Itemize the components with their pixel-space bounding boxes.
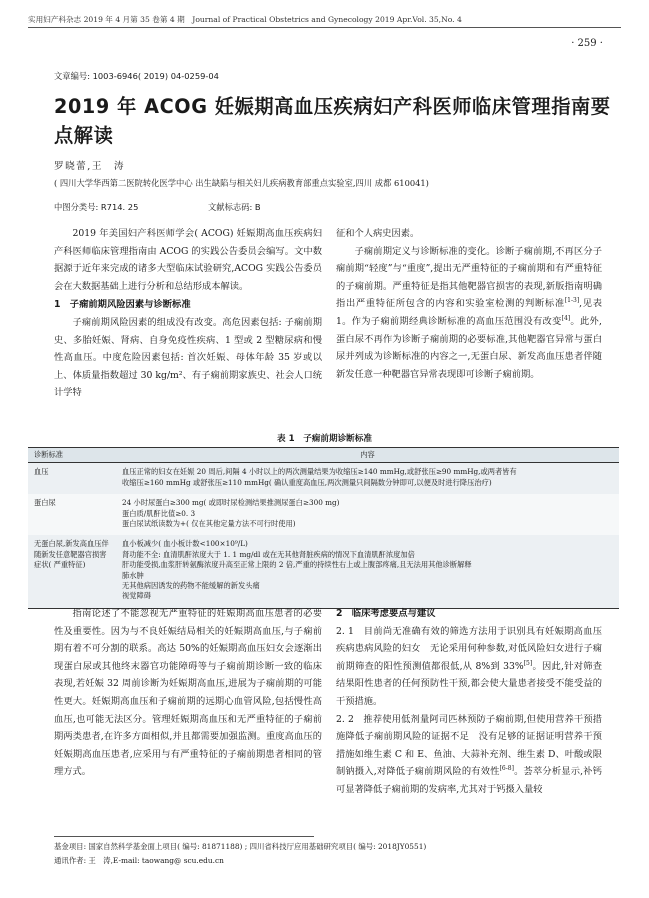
table-header-content: 内容 bbox=[116, 448, 619, 463]
citation: [4] bbox=[561, 314, 571, 322]
footnote-rule bbox=[54, 836, 314, 837]
table-caption: 表 1 子痫前期诊断标准 bbox=[277, 434, 372, 444]
table-line: 收缩压≥160 mmHg 或舒张压≥110 mmHg( 确认重度高血压,两次测量只间隔数分钟即可,以便及时进行降压治疗) bbox=[122, 477, 492, 487]
citation: [1-3] bbox=[564, 297, 580, 305]
table-cell-content bbox=[116, 535, 619, 608]
point-2-2-text: 2. 2 推荐使用低剂量阿司匹林预防子痫前期,但使用营养干预措施降低子痫前期风险的证据不足 没有足够的证据证明营养干预措施如维生素 C 和 E、鱼油、大蒜补充剂、维生素 D、叶酸或限制钠摄入,对降低子痫前期风险的有效性 bbox=[336, 713, 602, 778]
table-row bbox=[28, 463, 619, 494]
citation: [6-8] bbox=[499, 765, 514, 773]
right-column-top bbox=[336, 225, 602, 383]
point-2-1-text: 2. 1 目前尚无准确有效的筛选方法用于识别具有妊娠期高血压疾病患病风险的妇女 无论采用何种参数,对低风险妇女进行子痫前期筛查的阳性预测值都很低,从 8%到 33% bbox=[336, 625, 602, 672]
table-line: 蛋白质/肌酐比值≥0. 3 bbox=[122, 508, 196, 518]
section-2-heading: 2 临床考虑要点与建议 bbox=[336, 608, 436, 619]
section-1-heading: 1 子痫前期风险因素与诊断标准 bbox=[54, 299, 191, 311]
diagnosis-table bbox=[28, 447, 619, 609]
right-column-bottom bbox=[336, 605, 602, 799]
table-row bbox=[28, 535, 619, 608]
table-line: 24 小时尿蛋白≥300 mg( 或即时尿检测结果推测尿蛋白≥300 mg) bbox=[122, 498, 340, 508]
left-column-bottom bbox=[54, 605, 322, 781]
continuation-line: 征和个人病史因素。 bbox=[336, 228, 420, 239]
table-line: 肝功能受损,血浆肝转氨酶浓度升高至正常上限的 2 倍,严重的持续性右上或上腹部疼痛,且无法用其他诊断解释 bbox=[122, 560, 472, 570]
citation: [5] bbox=[523, 659, 533, 667]
table-cell-criteria: 蛋白尿 bbox=[28, 494, 116, 535]
table-line: 肺水肿 bbox=[122, 570, 144, 580]
document-code: 文献标志码: B bbox=[208, 202, 261, 212]
table-cell-criteria: 无蛋白尿,新发高血压伴随新发任意靶器官损害症状( 严重特征) bbox=[28, 535, 116, 608]
table-line: 视觉障碍 bbox=[122, 591, 152, 601]
journal-header: 实用妇产科杂志 2019 年 4 月第 35 卷第 4 期 Journal of Practical Obstetrics and Gynecology 2019 Apr.Vol. 35,No. 4 bbox=[28, 15, 462, 24]
gestational-hypertension-paragraph: 指南论述了不能忽视无严重特征的妊娠期高血压患者的必要性及重要性。因为与不良妊娠结局相关的妊娠期高血压,与子痫前期有着不可分割的联系。高达 50%的妊娠期高血压妇女会逐渐出现蛋白尿或其他终末器官功能障碍等与子痫前期诊断一致的临床表现,若妊娠 32 周前诊断为妊娠期高血压,进展为子痫前期的可能性更大。妊娠期高血压和子痫前期的远期心血管风险,包括慢性高血压,也可能无法区分。管理妊娠期高血压和无严重特征的子痫前期两类患者,在许多方面相似,并且都需要加强监测。重度高血压的妊娠期高血压患者,应采用与有严重特征的子痫前期患者相同的管理方式。 bbox=[54, 608, 322, 778]
table-row bbox=[28, 494, 619, 535]
authors: 罗晓蕾,王 涛 bbox=[54, 161, 126, 172]
corresponding-author-footnote: 通讯作者: 王 涛,E-mail: taowang@ scu.edu.cn bbox=[54, 856, 224, 865]
page-number: · 259 · bbox=[571, 38, 603, 49]
definition-paragraph bbox=[336, 243, 602, 384]
risk-factors-paragraph: 子痫前期风险因素的组成没有改变。高危因素包括: 子痫前期史、多胎妊娠、肾病、自身免疫性疾病、1 型或 2 型糖尿病和慢性高血压。中度危险因素包括: 首次妊娠、母体年龄 35 岁或以上、体质量指数超过 30 kg/m²、有子痫前期家族史、社会人口统计学特 bbox=[54, 316, 322, 399]
clc-number: 中图分类号: R714. 25 bbox=[54, 202, 139, 212]
table-cell-content bbox=[116, 463, 619, 494]
definition-text-2: ,见表 1。作为子痫前期经典诊断标准的高血压范围没有改变 bbox=[336, 298, 602, 327]
header-rule bbox=[28, 27, 621, 28]
article-number: 文章编号: 1003-6946( 2019) 04-0259-04 bbox=[54, 71, 219, 81]
table-line: 血压正常的妇女在妊娠 20 周后,间隔 4 小时以上的两次测量结果为收缩压≥140 mmHg,或舒张压≥90 mmHg,或两者皆有 bbox=[122, 467, 517, 477]
point-2-1-text-2: 。因此,针对筛查结果阳性患者的任何预防性干预,都会使大量患者接受不能受益的干预措施。 bbox=[336, 660, 602, 707]
definition-text-3: 。此外,蛋白尿不再作为诊断子痫前期的必要标准,其他靶器官异常与蛋白尿并列成为诊断标准的内容之一,无蛋白尿、新发高血压患者伴随新发任意一种靶器官异常表现即可诊断子痫前期。 bbox=[336, 315, 602, 380]
table-line: 蛋白尿试纸读数为+( 仅在其他定量方法不可行时使用) bbox=[122, 519, 296, 529]
affiliation: ( 四川大学华西第二医院转化医学中心 出生缺陷与相关妇儿疾病教育部重点实验室,四川 成都 610041) bbox=[54, 178, 429, 188]
table-cell-content bbox=[116, 494, 619, 535]
point-2-2-text-2: 。荟萃分析显示,补钙可显著降低子痫前期的发病率,尤其对于钙摄入量较 bbox=[336, 766, 602, 795]
point-2-2-paragraph bbox=[336, 711, 602, 799]
table-header-criteria: 诊断标准 bbox=[28, 448, 116, 463]
table-line: 肾功能不全: 血清肌酐浓度大于 1. 1 mg/dl 或在无其他肾脏疾病的情况下血清肌酐浓度加倍 bbox=[122, 549, 415, 559]
table-line: 血小板减少( 血小板计数<100×10⁹/L) bbox=[122, 539, 248, 549]
table-cell-criteria: 血压 bbox=[28, 463, 116, 494]
left-column-top bbox=[54, 225, 322, 402]
table-header-row bbox=[28, 448, 619, 463]
definition-text: 子痫前期定义与诊断标准的变化。诊断子痫前期,不再区分子痫前期“轻度”与“重度”,提出无严重特征的子痫前期和有严重特征的子痫前期。严重特征是指其他靶器官损害的表现,新版指南明确指出严重特征所包含的内容和实验室检测的判断标准 bbox=[336, 245, 602, 310]
table-line: 无其他病因诱发的药物不能缓解的新发头痛 bbox=[122, 581, 260, 591]
point-2-1-paragraph bbox=[336, 623, 602, 711]
article-title: 2019 年 ACOG 妊娠期高血压疾病妇产科医师临床管理指南要点解读 bbox=[54, 95, 611, 147]
intro-paragraph: 2019 年美国妇产科医师学会( ACOG) 妊娠期高血压疾病妇产科医师临床管理指南由 ACOG 的实践公告委员会编写。文中数据源于近年来完成的诸多大型临床试验研究,ACOG 实践公告委员会在大数据基础上进行分析和总结形成本解读。 bbox=[54, 228, 322, 292]
funding-footnote: 基金项目: 国家自然科学基金面上项目( 编号: 81871188) ; 四川省科技厅应用基础研究项目( 编号: 2018JY0551) bbox=[54, 842, 427, 851]
